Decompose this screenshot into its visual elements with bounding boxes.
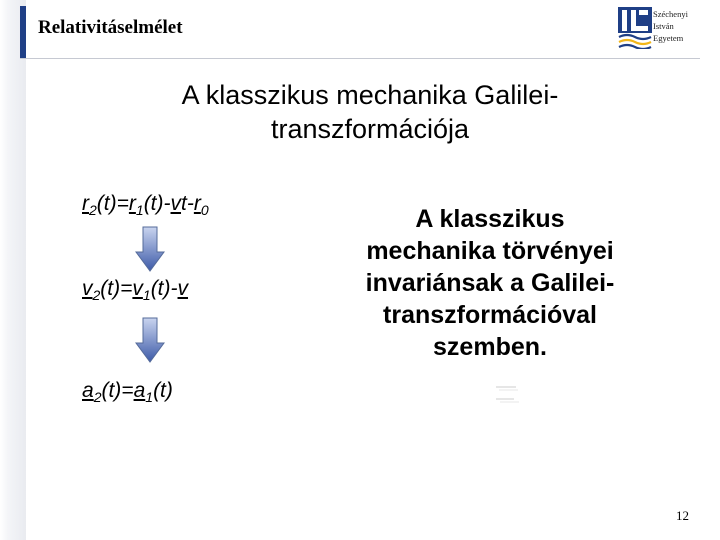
vector-symbol: v xyxy=(132,277,143,300)
page-number: 12 xyxy=(676,508,689,523)
statement-line: invariánsak a Galilei- xyxy=(365,269,615,297)
vector-symbol: a xyxy=(133,379,146,402)
slide-title xyxy=(90,78,650,146)
subscript: 1 xyxy=(145,389,154,405)
faint-embedded-object xyxy=(494,383,522,407)
logo-text xyxy=(653,8,688,44)
vector-symbol: r xyxy=(82,192,89,215)
logo-text-line: Széchenyi xyxy=(653,9,688,19)
university-logo-icon xyxy=(618,7,652,49)
left-gradient-bar xyxy=(0,0,26,540)
equation-text: (t)= xyxy=(100,277,133,300)
subscript: 1 xyxy=(142,287,151,303)
equation-position xyxy=(82,192,209,216)
subscript: 2 xyxy=(89,202,97,218)
equation-text: (t)= xyxy=(96,192,129,215)
statement-line: A klasszikus xyxy=(415,205,565,233)
vector-symbol: v xyxy=(177,277,189,300)
statement-line: mechanika törvényei xyxy=(366,237,614,265)
equation-text: (t)- xyxy=(150,277,178,300)
vector-symbol: a xyxy=(82,379,94,402)
equation-text: (t) xyxy=(153,379,173,402)
subscript: 2 xyxy=(92,287,101,303)
equation-text: t xyxy=(181,192,187,215)
slide-title-line: transzformációja xyxy=(270,114,470,144)
statement-line: transzformációval xyxy=(383,301,597,329)
equation-text: - xyxy=(186,192,194,215)
header-divider xyxy=(20,58,700,59)
equation-acceleration xyxy=(82,379,173,403)
vector-symbol: r xyxy=(128,192,136,215)
equation-text: (t)- xyxy=(143,192,171,215)
subscript: 0 xyxy=(200,202,209,218)
down-arrow-icon xyxy=(135,226,165,272)
slide-title-line: A klasszikus mechanika Galilei- xyxy=(181,80,559,110)
down-arrow-icon xyxy=(135,317,165,363)
statement-line: szemben. xyxy=(433,333,547,361)
subscript: 2 xyxy=(93,389,102,405)
header-accent-bar xyxy=(20,6,26,58)
equation-velocity xyxy=(82,277,188,301)
vector-symbol: v xyxy=(82,277,93,300)
header-title: Relativitáselmélet xyxy=(38,17,183,38)
vector-symbol: v xyxy=(170,192,182,215)
subscript: 1 xyxy=(135,202,144,218)
logo-text-line: Egyetem xyxy=(653,33,684,43)
equation-text: (t)= xyxy=(101,379,134,402)
statement-text xyxy=(320,203,660,363)
logo-text-line: István xyxy=(653,21,674,31)
vector-symbol: r xyxy=(193,192,201,215)
